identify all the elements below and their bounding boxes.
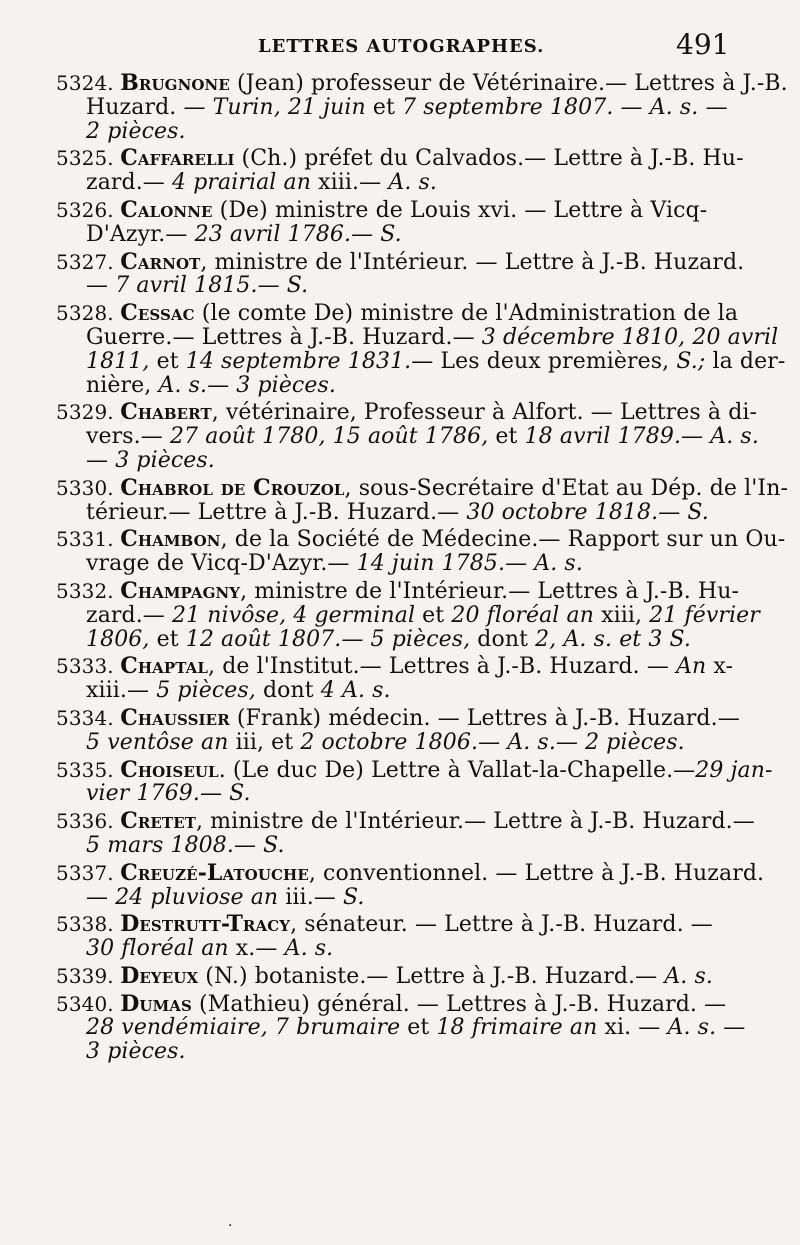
entry-line xyxy=(56,962,740,989)
entry-person-name: Chaussier xyxy=(120,704,230,731)
entry-text: (le comte De) ministre de l'Administration de la xyxy=(194,301,739,327)
catalog-entry xyxy=(56,990,746,1065)
entry-text: zard.— xyxy=(86,602,172,628)
entry-line xyxy=(56,223,740,247)
entry-person-name: Dumas xyxy=(120,990,192,1017)
entry-italic-text: 30 floréal an xyxy=(86,936,229,962)
entry-text: x- xyxy=(706,654,734,680)
entry-italic-text: 14 septembre 1831. xyxy=(185,348,412,374)
entry-line xyxy=(56,96,740,120)
entry-text: et xyxy=(365,94,403,120)
entry-person-name: Champagny xyxy=(120,577,241,604)
entry-italic-text: 7 avril 1815.— S. xyxy=(115,273,309,299)
entry-text: (Ch.) préfet du Calvados.— Lettre à J.-B. Hu- xyxy=(234,146,744,172)
page-header xyxy=(0,28,800,64)
entry-line xyxy=(56,348,786,374)
entry-number: 5338. xyxy=(56,912,121,937)
entry-italic-text: A. s. xyxy=(284,936,334,962)
entry-line xyxy=(56,834,740,858)
catalog-entry xyxy=(56,196,740,247)
entry-text: xi. — xyxy=(597,1015,668,1041)
entry-number: 5334. xyxy=(56,705,121,730)
entry-person-name: Choiseul xyxy=(120,756,219,783)
entry-italic-text: 14 juin 1785.— A. s. xyxy=(356,551,583,577)
entry-italic-text: S. xyxy=(342,884,365,910)
entry-person-name: Deyeux xyxy=(120,962,199,989)
entry-text: — xyxy=(86,884,116,910)
entry-person-name: Cretet xyxy=(120,808,196,835)
entry-text: zard.— xyxy=(86,170,172,196)
entry-number: 5333. xyxy=(56,654,121,679)
entry-person-name: Creuzé-Latouche xyxy=(120,859,309,886)
catalog-entries xyxy=(56,70,788,1068)
entry-italic-text: 30 octobre 1818.— S. xyxy=(466,499,709,525)
entry-line xyxy=(56,886,740,910)
entry-italic-text: 23 avril 1786.— S. xyxy=(194,221,402,247)
page-number: 491 xyxy=(676,28,730,61)
entry-number: 5325. xyxy=(56,146,121,171)
entry-text: xiii.— xyxy=(311,170,389,196)
entry-line xyxy=(56,248,745,275)
entry-italic-text: S.; xyxy=(676,348,706,374)
entry-text: , ministre de l'Intérieur.— Lettre à J.-B. Huzard.— xyxy=(196,809,755,835)
catalog-entry xyxy=(56,145,744,196)
entry-text: iii, et xyxy=(228,729,301,755)
running-head: LETTRES AUTOGRAPHES. xyxy=(258,36,545,57)
entry-person-name: Chabrol de Crouzol xyxy=(120,474,345,501)
entry-text: , sénateur. — Lettre à J.-B. Huzard. — xyxy=(290,912,713,938)
entry-line xyxy=(56,990,740,1017)
entry-italic-text: 2 pièces. xyxy=(86,118,186,144)
entry-text: (De) ministre de Louis xvi. — Lettre à Vicq- xyxy=(212,197,708,223)
entry-number: 5328. xyxy=(56,301,121,326)
entry-text: Huzard. — xyxy=(86,94,213,120)
entry-text: — xyxy=(86,447,116,473)
entry-italic-text: An xyxy=(676,654,707,680)
entry-italic-text: 21 février xyxy=(649,602,760,628)
entry-line xyxy=(56,324,779,350)
entry-text: , de la Société de Médecine.— Rapport sur un Ou- xyxy=(220,527,786,553)
entry-line xyxy=(56,70,788,96)
entry-line xyxy=(56,913,740,937)
entry-text: — xyxy=(86,273,116,299)
entry-italic-text: A. s. xyxy=(667,1015,717,1041)
catalog-entry xyxy=(56,704,740,755)
entry-text: (N.) botaniste.— Lettre à J.-B. Huzard.— xyxy=(198,963,665,989)
entry-text: (Mathieu) général. — Lettres à J.-B. Huzard. — xyxy=(191,991,727,1017)
entry-text: et xyxy=(149,348,186,374)
entry-line xyxy=(56,937,740,961)
entry-line xyxy=(56,196,740,223)
entry-number: 5329. xyxy=(56,400,121,425)
entry-line xyxy=(56,704,740,731)
entry-text: (Jean) professeur de Vétérinaire.— Lettres à J.-B. xyxy=(229,71,788,96)
catalog-entry xyxy=(56,913,740,961)
entry-line xyxy=(56,171,740,195)
entry-person-name: Caffarelli xyxy=(120,145,235,172)
entry-person-name: Carnot xyxy=(120,248,201,275)
entry-italic-text: 18 avril 1789.— A. s. xyxy=(524,424,759,450)
entry-text: vrage de Vicq-D'Azyr.— xyxy=(86,551,357,577)
entry-line xyxy=(56,602,760,628)
entry-number: 5331. xyxy=(56,527,121,552)
entry-line xyxy=(56,577,740,604)
entry-text: Guerre.— Lettres à J.-B. Huzard.— xyxy=(86,324,482,350)
entry-line xyxy=(56,526,786,553)
entry-number: 5337. xyxy=(56,860,121,885)
catalog-entry xyxy=(56,70,788,144)
entry-person-name: Destrutt-Tracy xyxy=(120,911,291,938)
entry-text: , ministre de l'Intérieur.— Lettres à J.-B. Hu- xyxy=(240,578,740,604)
catalog-entry xyxy=(56,474,788,525)
catalog-entry xyxy=(56,248,745,299)
entry-italic-text: 28 vendémiaire, 7 brumaire xyxy=(86,1015,401,1041)
catalog-entry xyxy=(56,300,786,398)
entry-italic-text: 7 septembre 1807. — A. s. xyxy=(402,94,699,120)
entry-line xyxy=(56,731,740,755)
entry-text: dont xyxy=(470,626,536,652)
entry-italic-text: 4 A. s. xyxy=(320,678,391,704)
entry-text: x.— xyxy=(228,936,285,962)
entry-line xyxy=(56,655,740,679)
entry-line xyxy=(56,474,788,501)
entry-number: 5336. xyxy=(56,809,121,834)
entry-line xyxy=(56,756,773,783)
entry-italic-text: 12 août 1807.— 5 pièces, xyxy=(185,626,471,652)
entry-text: nière, xyxy=(86,372,159,398)
catalog-entry xyxy=(56,859,765,910)
entry-text: xiii, xyxy=(594,602,650,628)
entry-text: , sous-Secrétaire d'Etat au Dép. de l'In- xyxy=(344,475,788,501)
entry-line xyxy=(56,782,740,806)
entry-italic-text: 18 frimaire an xyxy=(436,1015,598,1041)
entry-text: — Les deux premières, xyxy=(411,348,677,374)
entry-italic-text: 21 nivôse, 4 germinal xyxy=(172,602,416,628)
entry-text: et xyxy=(415,602,452,628)
entry-text: D'Azyr.— xyxy=(86,221,195,247)
entry-line xyxy=(56,302,740,326)
entry-italic-text: 5 ventôse an xyxy=(86,729,229,755)
ink-speck: · xyxy=(228,1218,233,1234)
entry-number: 5340. xyxy=(56,991,121,1016)
entry-italic-text: vier 1769.— S. xyxy=(86,781,251,807)
entry-italic-text: 2 octobre 1806.— A. s.— 2 pièces. xyxy=(300,729,685,755)
entry-text: — xyxy=(698,94,728,120)
entry-number: 5332. xyxy=(56,578,121,603)
entry-italic-text: 27 août 1780, 15 août 1786, xyxy=(169,424,489,450)
entry-number: 5324. xyxy=(56,71,121,95)
entry-line xyxy=(56,1040,740,1064)
entry-italic-text: 20 floréal an xyxy=(451,602,595,628)
entry-text: térieur.— Lettre à J.-B. Huzard.— xyxy=(86,499,467,525)
entry-text: , de l'Institut.— Lettres à J.-B. Huzard. — xyxy=(208,654,677,680)
entry-text: dont xyxy=(255,678,321,704)
entry-text: et xyxy=(400,1015,437,1041)
entry-italic-text: 24 pluviose an xyxy=(115,884,279,910)
entry-person-name: Calonne xyxy=(120,196,213,223)
entry-number: 5327. xyxy=(56,249,121,274)
entry-line xyxy=(56,501,740,525)
catalog-entry xyxy=(56,808,755,858)
entry-line xyxy=(56,374,740,398)
entry-italic-text: 4 prairial an xyxy=(172,170,312,196)
entry-italic-text: 1806, xyxy=(86,626,150,652)
entry-italic-text: 5 pièces, xyxy=(156,678,256,704)
entry-text: la der- xyxy=(705,348,786,374)
entry-line xyxy=(56,859,765,886)
catalog-entry xyxy=(56,526,786,577)
entry-text: , vétérinaire, Professeur à Alfort. — Lettres à di- xyxy=(211,400,758,426)
entry-italic-text: A. s.— 3 pièces. xyxy=(158,372,336,398)
entry-italic-text: 29 jan- xyxy=(695,757,773,783)
entry-person-name: Chambon xyxy=(120,526,221,553)
entry-text: iii.— xyxy=(278,884,343,910)
entry-italic-text: 3 décembre 1810, 20 avril xyxy=(481,324,779,350)
entry-line xyxy=(56,399,758,426)
catalog-entry xyxy=(56,577,760,652)
entry-line xyxy=(56,424,759,450)
entry-italic-text: A. s. xyxy=(664,963,713,989)
entry-number: 5330. xyxy=(56,475,121,500)
catalog-entry xyxy=(56,399,759,473)
entry-text: — xyxy=(716,1015,746,1041)
entry-text: (Frank) médecin. — Lettres à J.-B. Huzard.— xyxy=(229,705,740,731)
entry-person-name: Brugnone xyxy=(120,70,230,96)
entry-line xyxy=(56,808,755,835)
entry-italic-text: Turin, 21 juin xyxy=(212,94,366,120)
entry-text: et xyxy=(488,424,525,450)
entry-number: 5335. xyxy=(56,757,121,782)
entry-number: 5326. xyxy=(56,197,121,222)
entry-italic-text: 1811, xyxy=(86,348,150,374)
entry-text: . (Le duc De) Lettre à Vallat-la-Chapelle.— xyxy=(218,757,696,783)
catalog-entry xyxy=(56,756,773,807)
entry-line xyxy=(56,552,740,576)
entry-italic-text: 2, A. s. et 3 S. xyxy=(535,626,692,652)
entry-number: 5339. xyxy=(56,963,121,988)
entry-italic-text: 3 pièces. xyxy=(86,1039,186,1065)
entry-person-name: Chaptal xyxy=(120,653,209,680)
entry-line xyxy=(56,120,740,144)
entry-italic-text: 5 mars 1808.— S. xyxy=(86,832,285,858)
entry-person-name: Cessac xyxy=(120,300,195,327)
entry-text: et xyxy=(149,626,186,652)
entry-text: , ministre de l'Intérieur. — Lettre à J.-B. Huzard. xyxy=(200,249,745,275)
catalog-entry xyxy=(56,962,740,989)
entry-text: , conventionnel. — Lettre à J.-B. Huzard. xyxy=(308,860,765,886)
entry-line xyxy=(56,145,744,172)
entry-person-name: Chabert xyxy=(120,399,212,426)
entry-line xyxy=(56,449,740,473)
catalog-entry xyxy=(56,655,740,703)
entry-text: vers.— xyxy=(86,424,170,450)
entry-text: xiii.— xyxy=(86,678,157,704)
entry-line xyxy=(56,679,740,703)
entry-italic-text: A. s. xyxy=(388,170,437,196)
entry-italic-text: 3 pièces. xyxy=(115,447,215,473)
entry-line xyxy=(56,274,740,298)
entry-line xyxy=(56,1015,746,1041)
entry-line xyxy=(56,628,740,652)
